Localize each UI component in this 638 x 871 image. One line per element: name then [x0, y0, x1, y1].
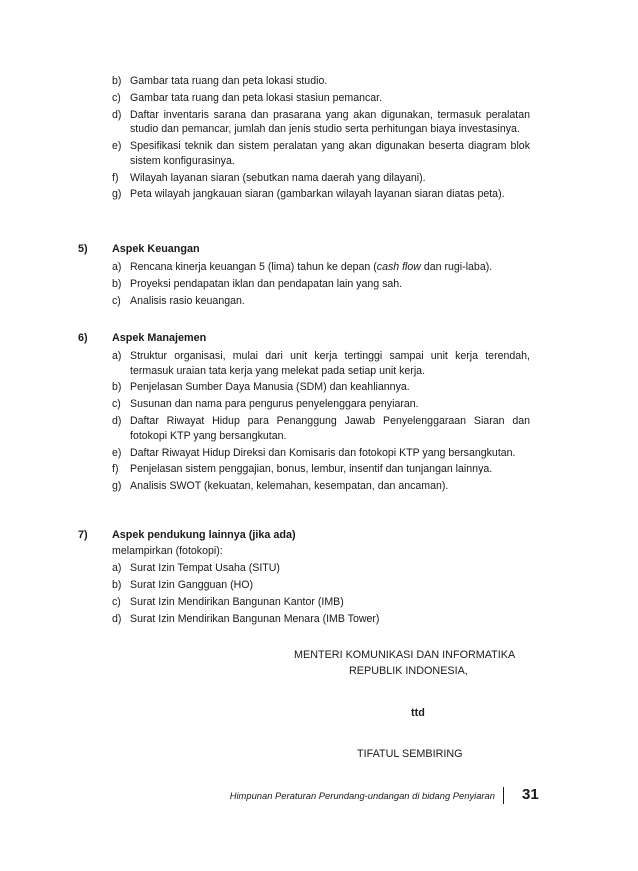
list-item: c) Surat Izin Mendirikan Bangunan Kantor (IMB) — [112, 595, 344, 608]
section-title: Aspek Manajemen — [112, 332, 207, 344]
signature-title-line1: MENTERI KOMUNIKASI DAN INFORMATIKA — [294, 649, 516, 661]
list-item: d) Daftar inventaris sarana dan prasarana yang akan digunakan, termasuk peralatan studio dan pemancar, jumlah dan jenis studio serta perhitungan biaya investasinya. — [112, 108, 530, 136]
list-item: b) Gambar tata ruang dan peta lokasi studio. — [112, 75, 328, 87]
signatory-name: TIFATUL SEMBIRING — [357, 748, 463, 760]
list-item: d) Surat Izin Mendirikan Bangunan Menara (IMB Tower) — [112, 612, 380, 625]
list-item: c) Gambar tata ruang dan peta lokasi stasiun pemancar. — [112, 91, 383, 104]
section-number: 7) — [78, 529, 88, 541]
list-item: d) Daftar Riwayat Hidup para Penanggung Jawab Penyelenggaraan Siaran dan fotokopi KTP yang bersangkutan. — [112, 415, 530, 442]
list-item: c) Susunan dan nama para pengurus penyelenggara penyiaran. — [112, 398, 419, 411]
footer-divider — [503, 787, 504, 804]
list-financial-aspects — [112, 260, 530, 311]
list-item: e) Daftar Riwayat Hidup Direksi dan Komisaris dan fotokopi KTP yang bersangkutan. — [112, 446, 516, 459]
signature-title-line2: REPUBLIK INDONESIA, — [349, 665, 468, 677]
list-management-aspects — [112, 349, 530, 496]
list-item: g) Peta wilayah jangkauan siaran (gambarkan wilayah layanan siaran diatas peta). — [112, 188, 505, 201]
list-item: a) Surat Izin Tempat Usaha (SITU) — [112, 562, 280, 574]
list-item: f) Penjelasan sistem penggajian, bonus, lembur, insentif dan tunjangan lainnya. — [112, 463, 493, 476]
list-item: f) Wilayah layanan siaran (sebutkan nama daerah yang dilayani). — [112, 171, 426, 184]
list-item: b) Penjelasan Sumber Daya Manusia (SDM) dan keahliannya. — [112, 381, 410, 394]
signature-ttd: ttd — [411, 707, 425, 719]
list-item: b) Surat Izin Gangguan (HO) — [112, 578, 254, 591]
footer-text: Himpunan Peraturan Perundang-undangan di bidang Penyiaran — [229, 790, 495, 801]
list-technical-aspects — [112, 74, 530, 204]
list-item: e) Spesifikasi teknik dan sistem peralatan yang akan digunakan beserta diagram blok sistem konfigurasinya. — [112, 140, 530, 167]
list-supporting-aspects — [112, 561, 530, 629]
section-subtitle: melampirkan (fotokopi): — [112, 545, 223, 557]
list-item: a) Rencana kinerja keuangan 5 (lima) tahun ke depan (cash flow dan rugi-laba). — [112, 261, 493, 273]
page-number: 31 — [522, 786, 539, 803]
section-number: 6) — [78, 332, 88, 344]
section-title: Aspek pendukung lainnya (jika ada) — [112, 529, 296, 541]
section-number: 5) — [78, 243, 88, 255]
list-item: c) Analisis rasio keuangan. — [112, 294, 245, 307]
list-item: b) Proyeksi pendapatan iklan dan pendapatan lain yang sah. — [112, 277, 403, 290]
list-item: a) Struktur organisasi, mulai dari unit kerja tertinggi sampai unit kerja terendah, termasuk uraian tata kerja yang melekat pada setiap unit kerja. — [112, 350, 530, 377]
section-title: Aspek Keuangan — [112, 243, 200, 255]
list-item: g) Analisis SWOT (kekuatan, kelemahan, kesempatan, dan ancaman). — [112, 480, 449, 493]
